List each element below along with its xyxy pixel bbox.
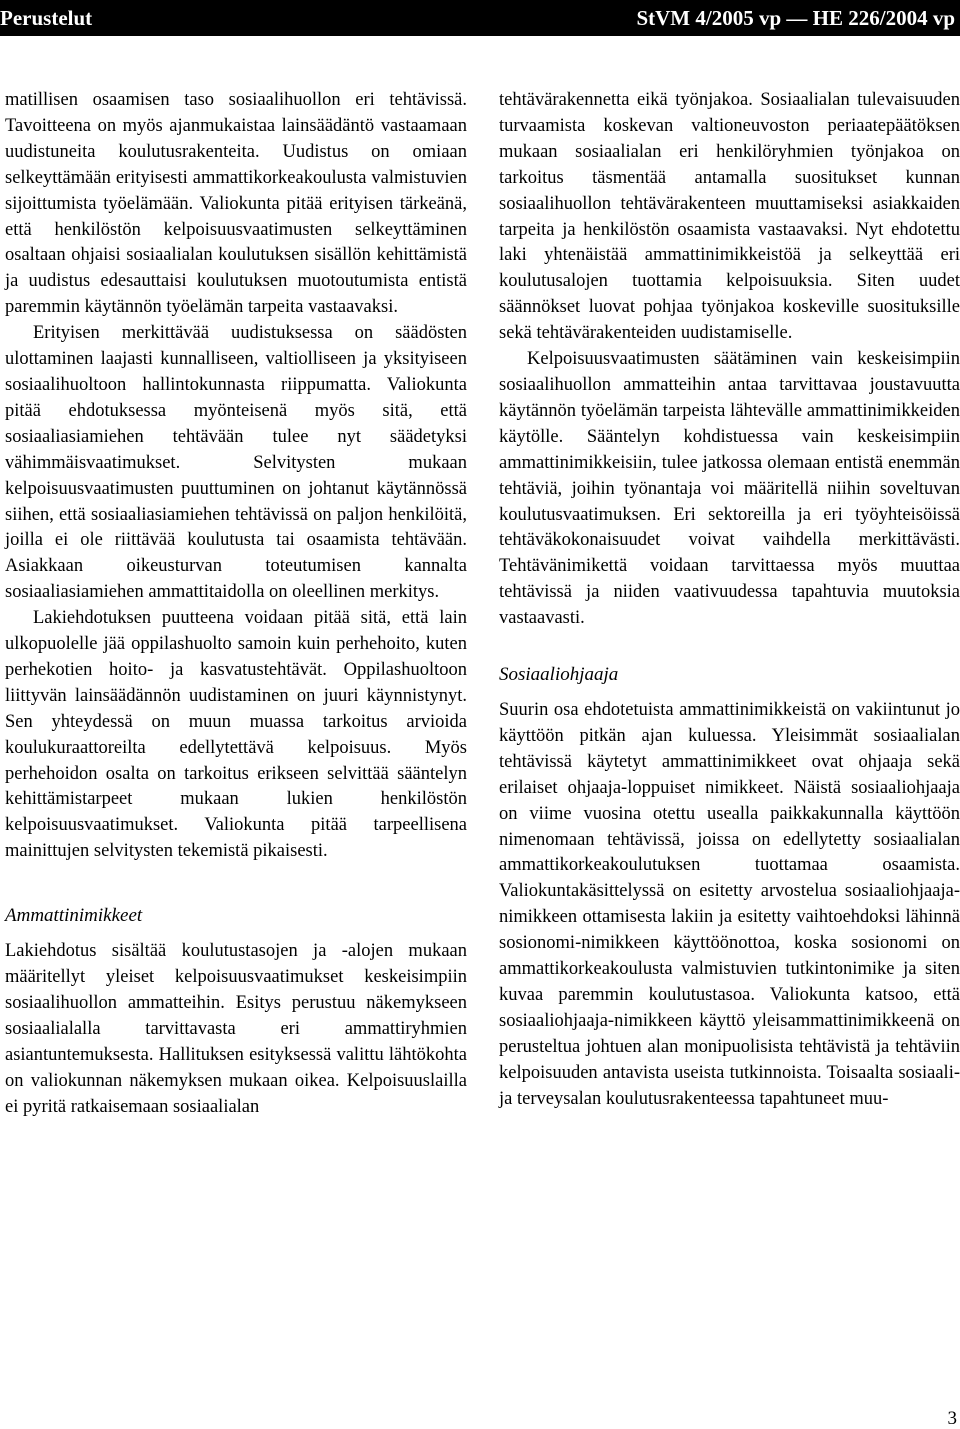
right-paragraph-3: Suurin osa ehdotetuista ammattinimikkeistä on vakiintunut jo käyttöön pitkän ajan kuluessa. Yleisimmät sosiaalialan tehtävissä käytetyt ammattinimikkeet ovat ohjaaja sekä erilaiset ohjaaja-loppuiset nimikkeet. Näistä sosiaaliohjaaja on viime vuosina otettu usealla paikkakunnalla käyttöön nimenomaan tehtävissä, joissa on edellytetty sosiaalialan ammattikorkeakoulutuksen tuottamaa osaamista. Valiokuntakäsittelyssä on esitetty arvostelua sosiaaliohjaaja-nimikkeen ottamisesta lakiin ja esitetty vaihtoehdoksi lähinnä sosionomi-nimikkeen käyttöönottoa, koska sosionomi on ammattikorkeakoulusta valmistuvien tutkintonimike ja siten kuvaa paremmin koulutustasoa. Valiokunta katsoo, että sosiaaliohjaaja-nimikkeen käyttö yleisammattinimikkeenä on perusteltua johtuen alan monipuolisista tehtävistä ja tehtäviin kelpoisuuden antavista useista tutkinnoista. Toisaalta sosiaali- ja terveysalan koulutusrakenteessa tapahtuneet muu- (499, 700, 960, 1109)
page-number: 3 (947, 1408, 957, 1429)
left-column (5, 88, 467, 1121)
right-paragraph-1: tehtävärakennetta eikä työnjakoa. Sosiaalialan tulevaisuuden turvaamista koskevan valtioneuvoston periaatepäätöksen mukaan sosiaalialan eri henkilöryhmien työnjakoa on tarkoitus täsmentää antamalla suositukset kunnan sosiaalihuollon tehtävärakenteen muuttamiseksi asiakkaiden tarpeita ja henkilöstön osaamista vastaavaksi. Nyt ehdotettu laki yhtenäistää ammattinimikkeistöä ja selkeyttää eri koulutusalojen tuottamia kelpoisuuksia. Siten uudet säännökset luovat pohjaa työnjakoa koskeville suosituksille sekä tehtävärakenteiden uudistamiselle. (499, 90, 960, 344)
left-paragraph-4: Lakiehdotus sisältää koulutustasojen ja -alojen mukaan määritellyt yleiset kelpoisuusvaatimukset keskeisimpiin sosiaalihuollon ammatteihin. Esitys perustuu näkemykseen sosiaalialalla tarvittavasta eri ammattiryhmien asiantuntemuksesta. Hallituksen esityksessä valittu lähtökohta on valiokunnan näkemyksen mukaan oikea. Kelpoisuuslailla ei pyritä ratkaisemaan sosiaalialan (5, 941, 467, 1117)
left-paragraph-1: matillisen osaamisen taso sosiaalihuollon eri tehtävissä. Tavoitteena on myös ajanmukaistaa lainsäädäntö vastaamaan uudistuneita koulutusrakenteita. Uudistus on omiaan selkeyttämään erityisesti ammattikorkeakoulusta valmistuvien sijoittumista työelämään. Valiokunta pitää erityisen tärkeänä, että henkilöstön kelpoisuusvaatimusten selkeyttäminen osaltaan ohjaisi sosiaalialan koulutuksen sisällön kehittämistä ja uudistus edesauttaisi koulutuksen muotoutumista entistä paremmin käytännön työelämän tarpeita vastaavaksi. (5, 90, 467, 318)
left-paragraph-3: Lakiehdotuksen puutteena voidaan pitää sitä, että lain ulkopuolelle jää oppilashuolto samoin kuin perhehoito, kuten perhekotien hoito- ja kasvatustehtävät. Oppilashuoltoon liittyvän lainsäädännön uudistaminen on juuri käynnistynyt. Sen yhteydessä on muun muassa tarkoitus arvioida koulukuraattoreilta edellytettävä kelpoisuus. Myös perhehoidon osalta on tarkoitus erikseen selvittää sääntelyn kehittämistarpeet mukaan lukien henkilöstön kelpoisuusvaatimukset. Valiokunta pitää tarpeellisena mainittujen selvitysten tekemistä pikaisesti. (5, 608, 467, 862)
left-paragraph-2: Erityisen merkittävää uudistuksessa on säädösten ulottaminen laajasti kunnalliseen, valtiolliseen ja yksityiseen sosiaalihuoltoon hallintokunnasta riippumatta. Valiokunta pitää ehdotuksessa myönteisenä myös sitä, että sosiaaliasiamiehen tehtävään tulee nyt säädetyksi vähimmäisvaatimukset. Selvitysten mukaan kelpoisuusvaatimusten puuttuminen on johtanut käytännössä siihen, että sosiaaliasiamiehen tehtävissä on paljon henkilöitä, joilla ei ole riittävää koulutusta tai osaamista tehtävään. Asiakkaan oikeusturvan toteutumisen kannalta sosiaaliasiamiehen ammattitaidolla on oleellinen merkitys. (5, 323, 467, 603)
running-header (0, 0, 960, 36)
section-heading-ammattinimikkeet: Ammattinimikkeet (5, 905, 143, 927)
right-paragraph-2: Kelpoisuusvaatimusten säätäminen vain keskeisimpiin sosiaalihuollon ammatteihin antaa tarvittavaa joustavuutta käytännön työelämän tarpeista lähtevälle ammattinimikkeiden käytölle. Sääntelyn kohdistuessa vain keskeisimpiin ammattinimikkeisiin, tulee jatkossa olemaan entistä enemmän tehtäviä, joihin työnantaja voi määritellä niihin soveltuvan koulutusvaatimuksen. Eri sektoreilla ja eri työyhteisöissä tehtäväkokonaisuudet voivat vaihdella merkittävästi. Tehtävänimikettä voidaan tarvittaessa myös muuttaa tehtävissä ja niiden vaativuudessa tapahtuvia muutoksia vastaavasti. (499, 349, 960, 629)
right-column (499, 88, 960, 1113)
section-heading-sosiaaliohjaaja: Sosiaaliohjaaja (499, 664, 619, 686)
document-reference: StVM 4/2005 vp — HE 226/2004 vp (636, 6, 955, 30)
section-title: Perustelut (0, 6, 93, 30)
